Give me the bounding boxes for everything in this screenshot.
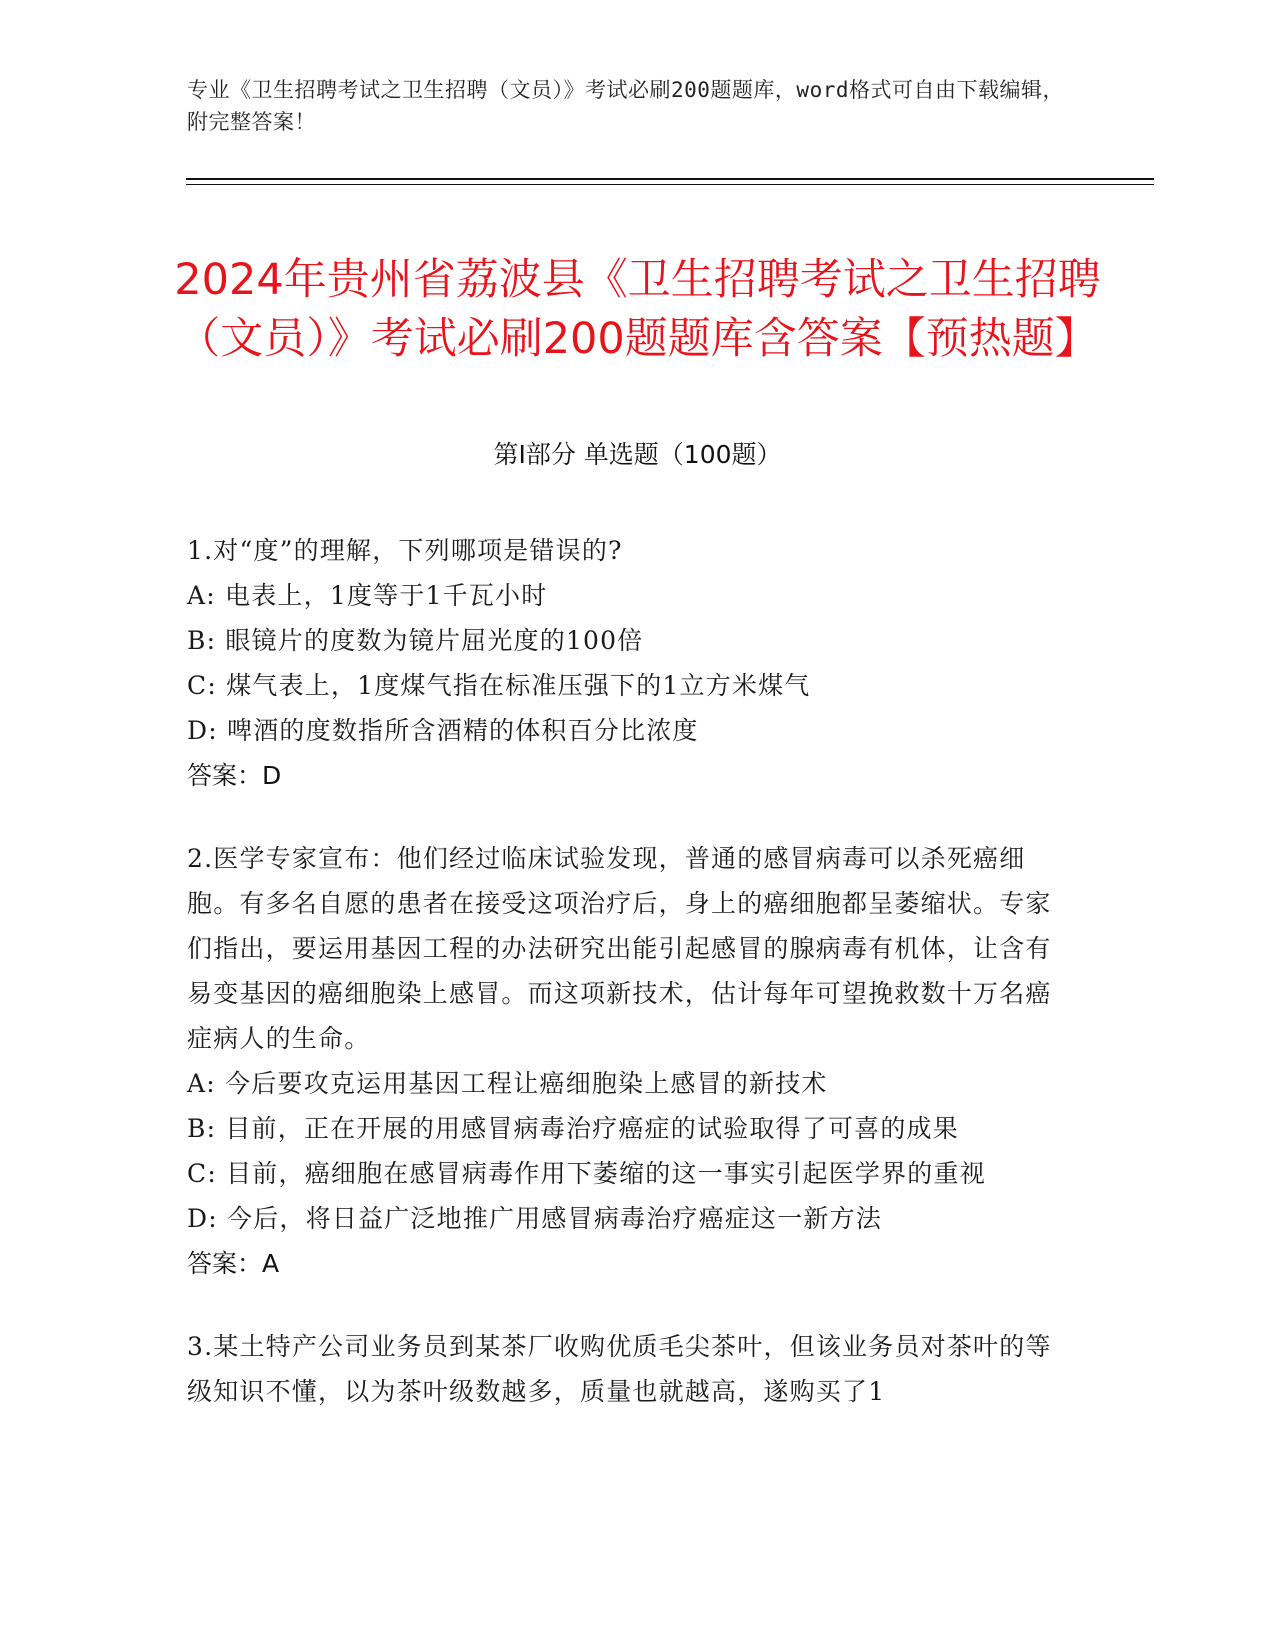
question-2	[187, 836, 1067, 1286]
section-heading: 第I部分 单选题（100题）	[493, 440, 782, 469]
header-divider-thick	[186, 178, 1154, 180]
document-title: 2024年贵州省荔波县《卫生招聘考试之卫生招聘（文员）》考试必刷200题题库含答案【预热题】	[174, 254, 1101, 364]
option-d: D: 今后，将日益广泛地推广用感冒病毒治疗癌症这一新方法	[187, 1204, 883, 1233]
option-d: D: 啤酒的度数指所含酒精的体积百分比浓度	[187, 716, 699, 745]
question-1	[187, 528, 1067, 798]
answer-label: 答案：D	[187, 761, 282, 790]
question-text: 3.某土特产公司业务员到某茶厂收购优质毛尖茶叶，但该业务员对茶叶的等级知识不懂，以为茶叶级数越多，质量也就越高，遂购买了1	[187, 1332, 1052, 1406]
option-c: C: 目前，癌细胞在感冒病毒作用下萎缩的这一事实引起医学界的重视	[187, 1159, 986, 1188]
header-divider-thin	[186, 184, 1154, 185]
question-text: 1.对“度”的理解，下列哪项是错误的?	[187, 536, 623, 565]
question-3	[187, 1324, 1067, 1414]
option-a: A: 今后要攻克运用基因工程让癌细胞染上感冒的新技术	[187, 1069, 828, 1098]
option-b: B: 眼镜片的度数为镜片屈光度的100倍	[187, 626, 644, 655]
question-text: 2.医学专家宣布：他们经过临床试验发现，普通的感冒病毒可以杀死癌细胞。有多名自愿的患者在接受这项治疗后，身上的癌细胞都呈萎缩状。专家们指出，要运用基因工程的办法研究出能引起感冒的腺病毒有机体，让含有易变基因的癌细胞染上感冒。而这项新技术，估计每年可望挽救数十万名癌症病人的生命。	[187, 844, 1052, 1053]
question-list	[187, 528, 1067, 1452]
option-c: C: 煤气表上，1度煤气指在标准压强下的1立方米煤气	[187, 671, 811, 700]
option-b: B: 目前，正在开展的用感冒病毒治疗癌症的试验取得了可喜的成果	[187, 1114, 959, 1143]
header-note: 专业《卫生招聘考试之卫生招聘（文员）》考试必刷200题题库，word格式可自由下载编辑，附完整答案！	[187, 78, 1064, 134]
answer-label: 答案：A	[187, 1249, 280, 1278]
option-a: A: 电表上，1度等于1千瓦小时	[187, 581, 548, 610]
